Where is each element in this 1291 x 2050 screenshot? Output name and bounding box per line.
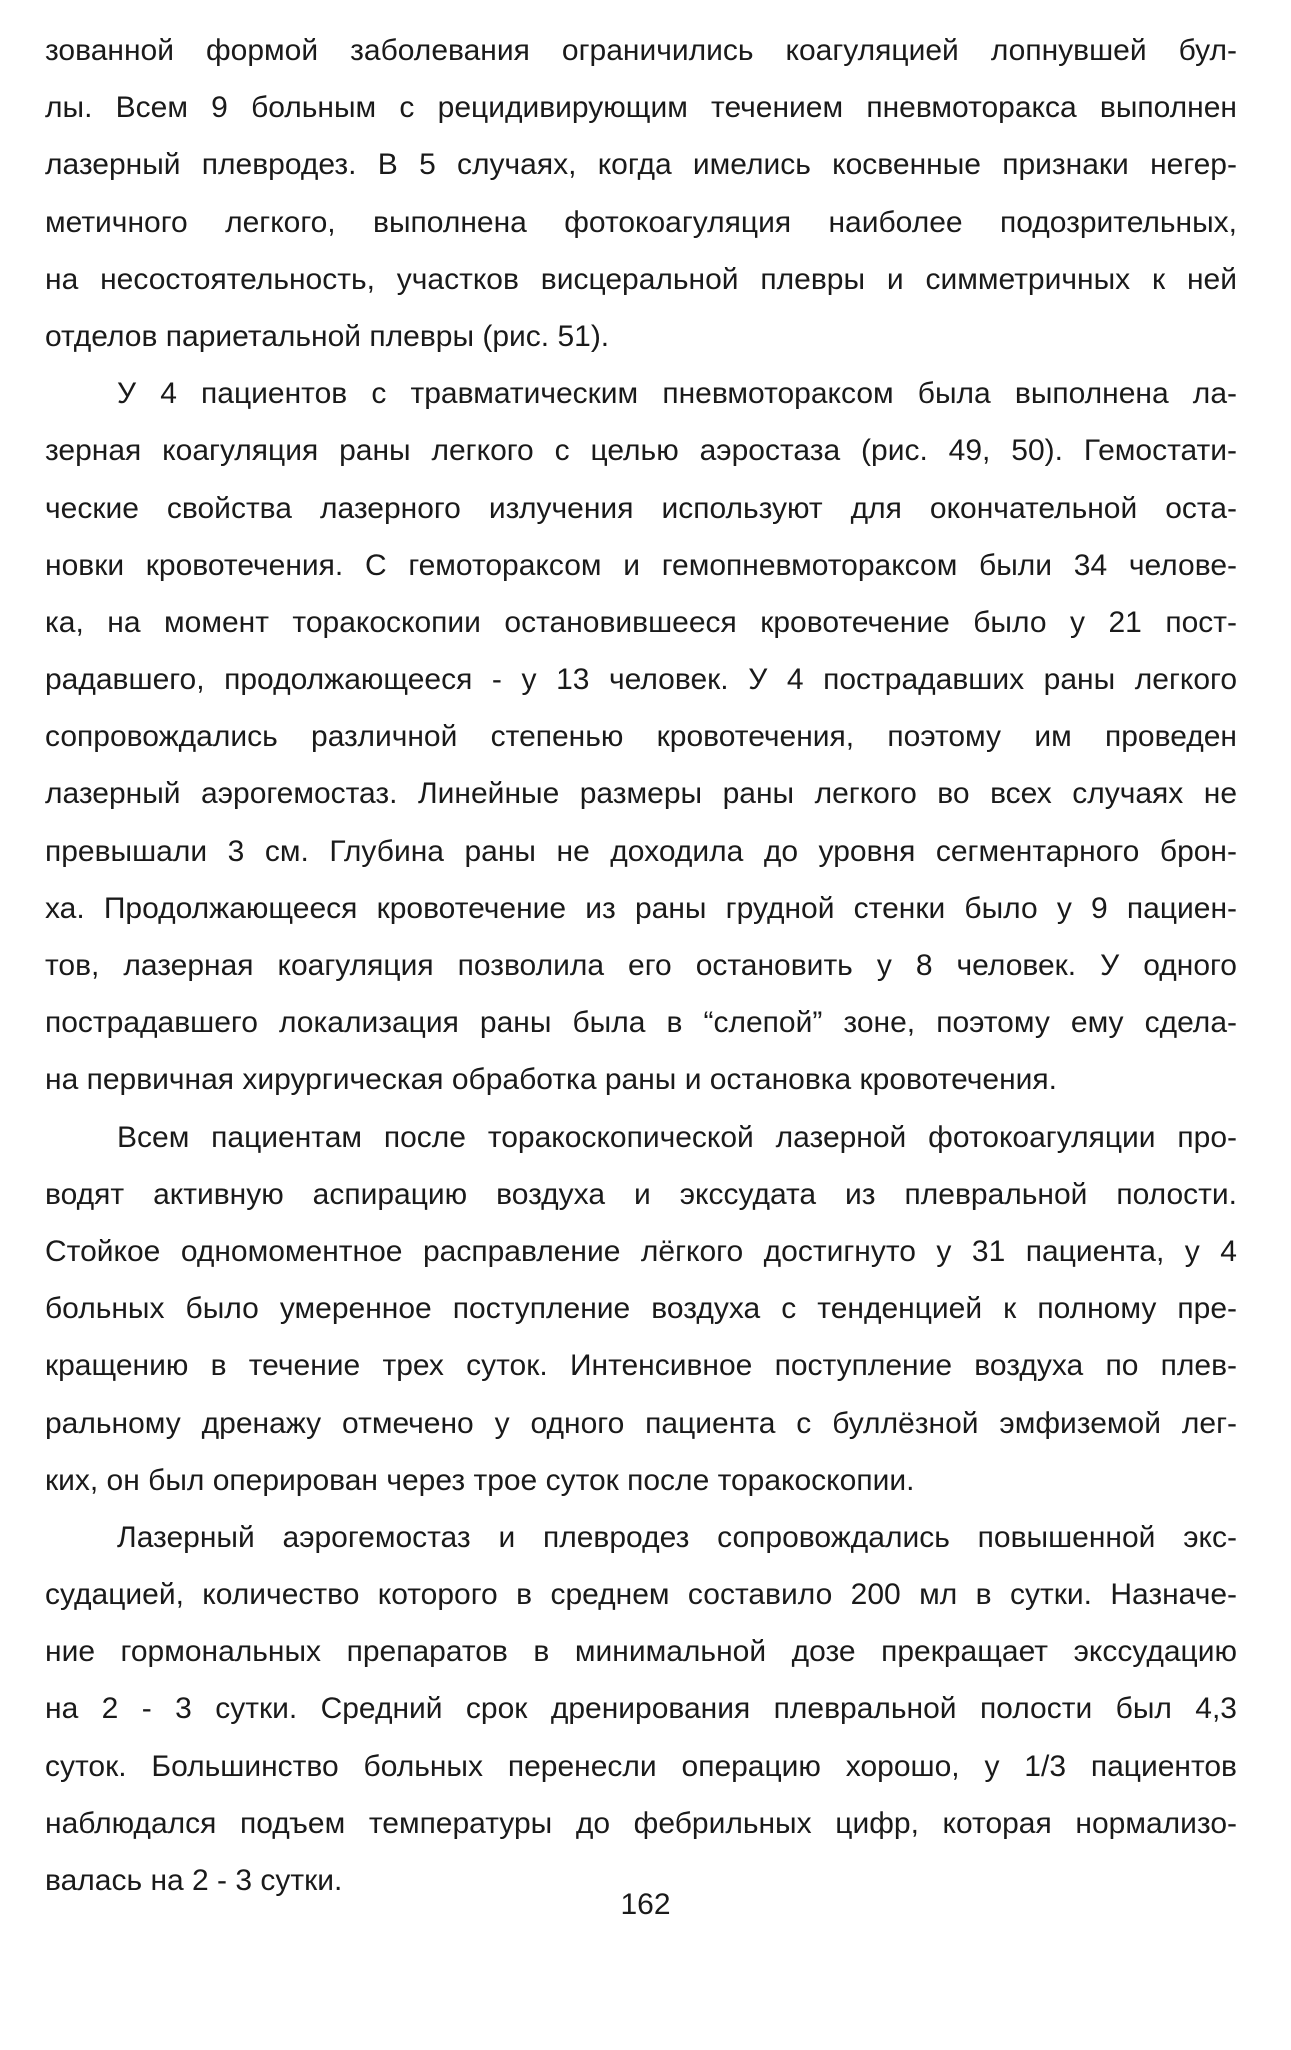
text-line: У 4 пациентов с травматическим пневмотораксом была выполнена ла- xyxy=(117,377,1237,411)
body-text xyxy=(45,22,1237,1909)
text-line: Лазерный аэрогемостаз и плевродез сопровождались повышенной экс- xyxy=(117,1520,1237,1554)
text-line: превышали 3 см. Глубина раны не доходила до уровня сегментарного брон- xyxy=(45,834,1237,868)
text-line: лазерный аэрогемостаз. Линейные размеры раны легкого во всех случаях не xyxy=(45,777,1237,811)
text-line: больных было умеренное поступление воздуха с тенденцией к полному пре- xyxy=(45,1292,1237,1326)
text-line: ха. Продолжающееся кровотечение из раны грудной стенки было у 9 пациен- xyxy=(45,891,1237,925)
text-line: пострадавшего локализация раны была в “слепой” зоне, поэтому ему сдела- xyxy=(45,1006,1237,1040)
text-line: Стойкое одномоментное расправление лёгкого достигнуто у 31 пациента, у 4 xyxy=(45,1234,1237,1268)
paragraph-4 xyxy=(45,1509,1237,1909)
text-line: лазерный плевродез. В 5 случаях, когда имелись косвенные признаки негер- xyxy=(45,148,1237,182)
text-line: радавшего, продолжающееся - у 13 человек. У 4 пострадавших раны легкого xyxy=(45,663,1237,697)
text-line: тов, лазерная коагуляция позволила его остановить у 8 человек. У одного xyxy=(45,949,1237,982)
text-line: ческие свойства лазерного излучения используют для окончательной оста- xyxy=(45,491,1237,525)
paragraph-1 xyxy=(45,22,1237,365)
text-line: отделов париетальной плевры (рис. 51). xyxy=(45,319,610,353)
text-line: водят активную аспирацию воздуха и экссудата из плевральной полости. xyxy=(45,1177,1237,1211)
text-line: зерная коагуляция раны легкого с целью аэростаза (рис. 49, 50). Гемостати- xyxy=(45,434,1237,468)
text-line: наблюдался подъем температуры до фебрильных цифр, которая нормализо- xyxy=(45,1806,1237,1840)
paragraph-3 xyxy=(45,1109,1237,1509)
text-line: на несостоятельность, участков висцеральной плевры и симметричных к ней xyxy=(45,262,1237,296)
text-line: ральному дренажу отмечено у одного пациента с буллёзной эмфиземой лег- xyxy=(45,1406,1237,1440)
text-line: новки кровотечения. С гемотораксом и гемопневмотораксом были 34 челове- xyxy=(45,548,1237,582)
paragraph-2 xyxy=(45,365,1237,1108)
text-line: Всем пациентам после торакоскопической лазерной фотокоагуляции про- xyxy=(117,1120,1237,1154)
text-line: лы. Всем 9 больным с рецидивирующим течением пневмоторакса выполнен xyxy=(45,91,1237,125)
text-line: зованной формой заболевания ограничились коагуляцией лопнувшей бул- xyxy=(45,34,1237,67)
page-number: 162 xyxy=(620,1888,671,1921)
text-line: кращению в течение трех суток. Интенсивное поступление воздуха по плев- xyxy=(45,1349,1237,1383)
text-line: валась на 2 - 3 сутки. xyxy=(45,1864,343,1897)
text-line: сопровождались различной степенью кровотечения, поэтому им проведен xyxy=(45,720,1237,754)
text-line: судацией, количество которого в среднем составило 200 мл в сутки. Назначе- xyxy=(45,1578,1237,1612)
text-line: метичного легкого, выполнена фотокоагуляция наиболее подозрительных, xyxy=(45,205,1237,239)
text-line: ких, он был оперирован через трое суток после торакоскопии. xyxy=(45,1463,915,1497)
text-line: на 2 - 3 сутки. Средний срок дренирования плевральной полости был 4,3 xyxy=(45,1692,1237,1726)
text-line: на первичная хирургическая обработка раны и остановка кровотечения. xyxy=(45,1063,1057,1097)
text-line: ка, на момент торакоскопии остановившееся кровотечение было у 21 пост- xyxy=(45,605,1237,639)
text-line: ние гормональных препаратов в минимальной дозе прекращает экссудацию xyxy=(45,1635,1237,1669)
text-line: суток. Большинство больных перенесли операцию хорошо, у 1/3 пациентов xyxy=(45,1749,1237,1783)
